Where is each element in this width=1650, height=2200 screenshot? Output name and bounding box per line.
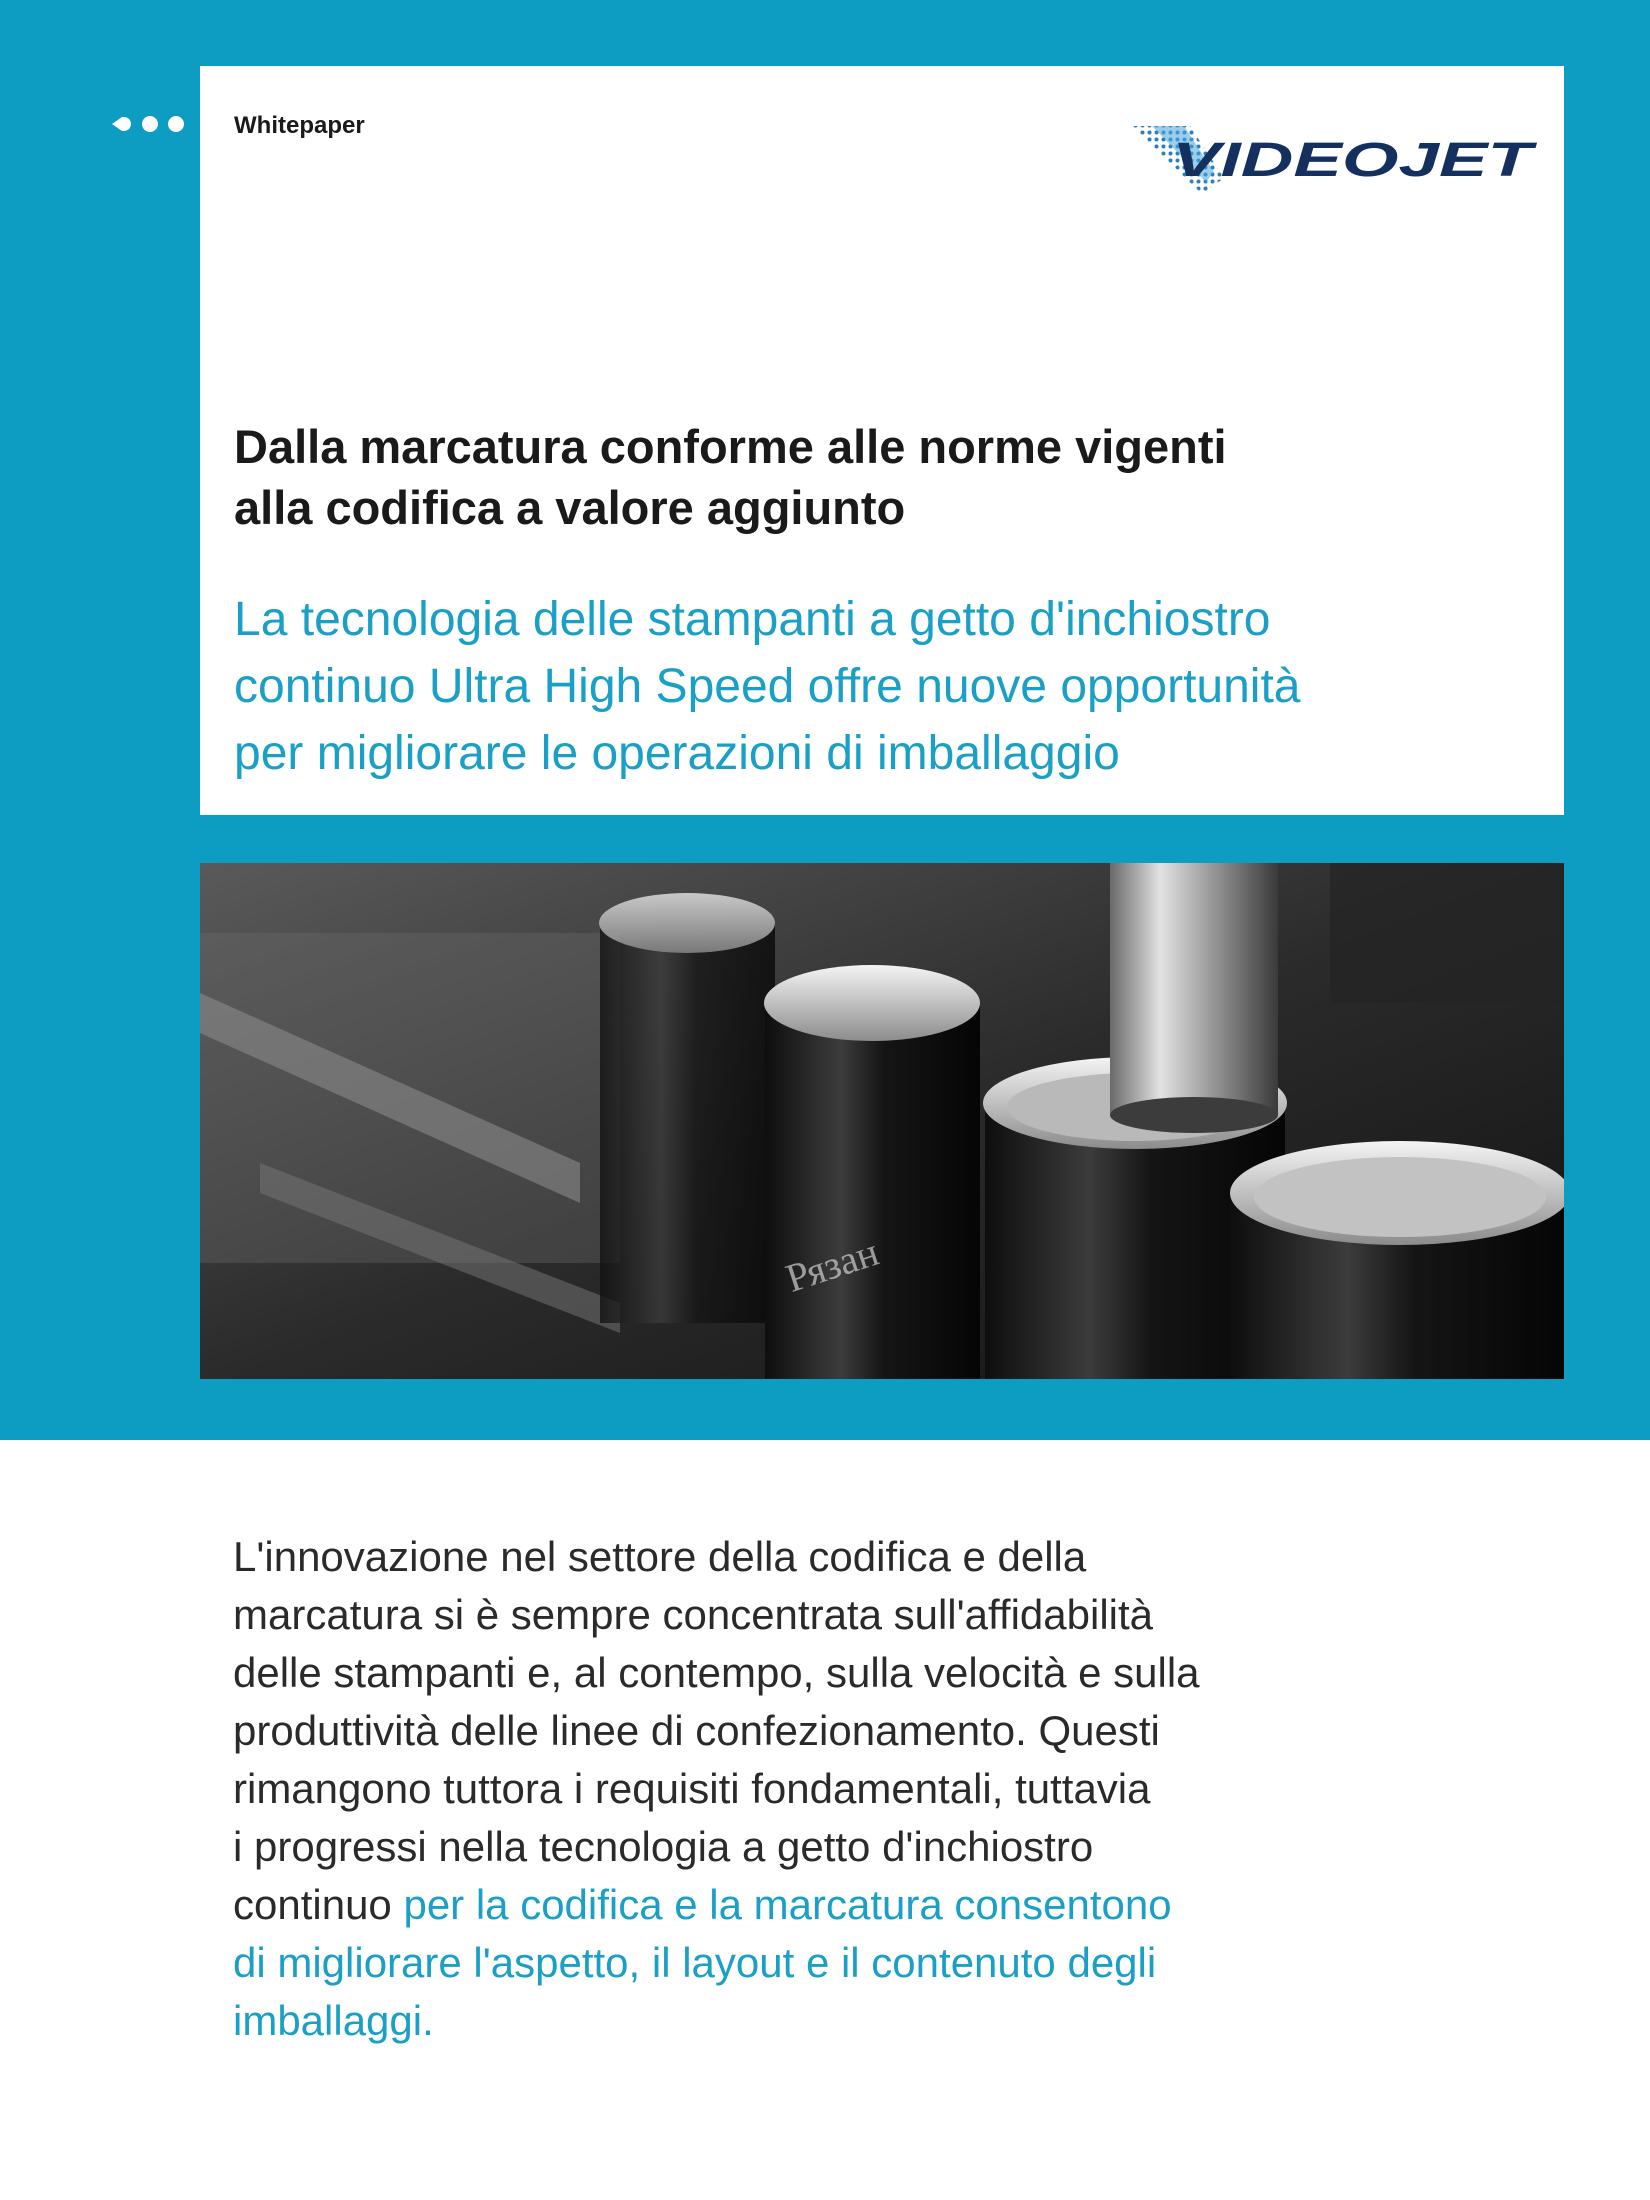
page-title: Dalla marcatura conforme alle norme vigenti alla codifica a valore aggiunto — [234, 420, 1227, 534]
highlighted-text: imballaggi. — [233, 1997, 434, 2044]
title-card — [200, 66, 1564, 815]
three-dots-icon — [110, 114, 188, 134]
videojet-logo — [1132, 108, 1544, 194]
brand-wordmark: VIDEOJET — [1172, 134, 1538, 187]
doc-type-label: Whitepaper — [234, 112, 365, 139]
page-subtitle: La tecnologia delle stampanti a getto d'inchiostro continuo Ultra High Speed offre nuove opportunità per migliorare le operazioni di imballaggio — [234, 593, 1301, 780]
highlighted-text: per la codifica e la marcatura consentono — [403, 1881, 1172, 1928]
highlighted-text: di migliorare l'aspetto, il layout e il contenuto degli — [233, 1939, 1157, 1986]
intro-paragraph: L'innovazione nel settore della codifica e della marcatura si è sempre concentrata sull'affidabilità delle stampanti e, al contempo, sulla velocità e sulla produttività delle linee di confezionamento. Questi rimangono tuttora i requisiti fondamentali, tuttavia i progressi nella tecnologia a getto d'inchiostro continuo per la codifica e la marcatura consentono di migliorare l'aspetto, il layout e il contenuto degli imballaggi. — [233, 1533, 1200, 2044]
cans-production-photo — [200, 863, 1564, 1379]
svg-text:Рязан: Рязан — [780, 1228, 884, 1301]
